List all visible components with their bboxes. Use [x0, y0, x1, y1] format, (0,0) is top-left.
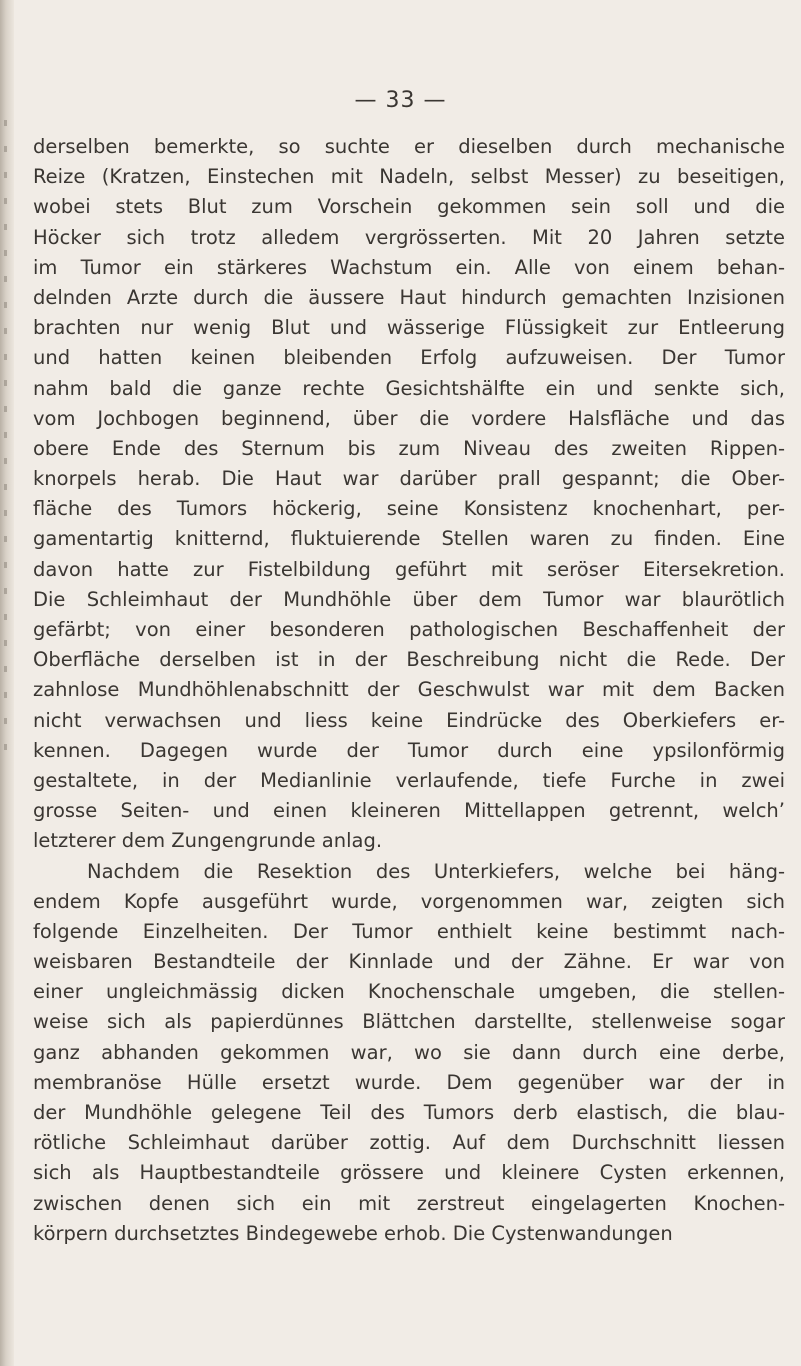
text-line: weise sich als papierdünnes Blättchen darstellte, stellenweise sogar — [33, 1010, 785, 1034]
text-line: gestaltete, in der Medianlinie verlaufende, tiefe Furche in zwei — [33, 768, 785, 792]
paragraph-start-line: Nachdem die Resektion des Unterkiefers, welche bei häng- — [87, 859, 785, 883]
page-number: — 33 — — [354, 88, 447, 113]
text-line: gamentartig knitternd, fluktuierende Stellen waren zu finden. Eine — [33, 527, 785, 551]
text-line: derselben bemerkte, so suchte er dieselben durch mechanische — [33, 135, 785, 158]
text-line: delnden Arzte durch die äussere Haut hindurch gemachten Inzisionen — [33, 285, 785, 309]
text-line: folgende Einzelheiten. Der Tumor enthielt keine bestimmt nach- — [33, 919, 785, 943]
text-line: membranöse Hülle ersetzt wurde. Dem gegenüber war der in — [33, 1070, 785, 1094]
text-line: nicht verwachsen und liess keine Eindrücke des Oberkiefers er- — [33, 708, 785, 732]
text-line: obere Ende des Sternum bis zum Niveau des zweiten Rippen- — [33, 436, 785, 460]
text-line: weisbaren Bestandteile der Kinnlade und der Zähne. Er war von — [33, 950, 785, 974]
page-binding-edge — [0, 0, 14, 1366]
body-text — [33, 132, 785, 1249]
text-line: gefärbt; von einer besonderen pathologischen Beschaffenheit der — [33, 618, 785, 641]
text-line: einer ungleichmässig dicken Knochenschale umgeben, die stellen- — [33, 980, 785, 1004]
text-line: und hatten keinen bleibenden Erfolg aufzuweisen. Der Tumor — [33, 346, 785, 370]
text-line: Die Schleimhaut der Mundhöhle über dem Tumor war blaurötlich — [33, 587, 785, 611]
text-line: Reize (Kratzen, Einstechen mit Nadeln, selbst Messer) zu beseitigen, — [33, 165, 785, 189]
text-line: knorpels herab. Die Haut war darüber prall gespannt; die Ober- — [33, 467, 785, 491]
text-line: Höcker sich trotz alledem vergrösserten. Mit 20 Jahren setzte — [33, 225, 785, 249]
text-line: wobei stets Blut zum Vorschein gekommen sein soll und die — [33, 195, 785, 219]
paragraph-end-line: letzterer dem Zungengrunde anlag. — [33, 829, 383, 853]
text-line: zwischen denen sich ein mit zerstreut eingelagerten Knochen- — [33, 1191, 785, 1215]
text-line: im Tumor ein stärkeres Wachstum ein. Alle von einem behan- — [33, 255, 785, 279]
text-line: vom Jochbogen beginnend, über die vordere Halsfläche und das — [33, 406, 785, 430]
text-line: Oberfläche derselben ist in der Beschreibung nicht die Rede. Der — [33, 648, 785, 672]
text-line: fläche des Tumors höckerig, seine Konsistenz knochenhart, per- — [33, 497, 785, 521]
text-line: körpern durchsetztes Bindegewebe erhob. Die Cystenwandungen — [33, 1221, 673, 1245]
text-line: grosse Seiten- und einen kleineren Mittellappen getrennt, welch’ — [33, 799, 785, 823]
text-line: davon hatte zur Fistelbildung geführt mit seröser Eitersekretion. — [33, 557, 785, 581]
text-line: ganz abhanden gekommen war, wo sie dann durch eine derbe, — [33, 1040, 785, 1064]
text-line: zahnlose Mundhöhlenabschnitt der Geschwulst war mit dem Backen — [33, 678, 785, 702]
text-line: kennen. Dagegen wurde der Tumor durch eine ypsilonförmig — [33, 738, 785, 762]
text-line: rötliche Schleimhaut darüber zottig. Auf dem Durchschnitt liessen — [33, 1131, 785, 1155]
text-line: endem Kopfe ausgeführt wurde, vorgenommen war, zeigten sich — [33, 889, 785, 913]
text-line: nahm bald die ganze rechte Gesichtshälfte ein und senkte sich, — [33, 376, 785, 400]
text-line: sich als Hauptbestandteile grössere und kleinere Cysten erkennen, — [33, 1161, 785, 1185]
text-line: brachten nur wenig Blut und wässerige Flüssigkeit zur Entleerung — [33, 316, 785, 340]
text-line: der Mundhöhle gelegene Teil des Tumors derb elastisch, die blau- — [33, 1101, 785, 1124]
